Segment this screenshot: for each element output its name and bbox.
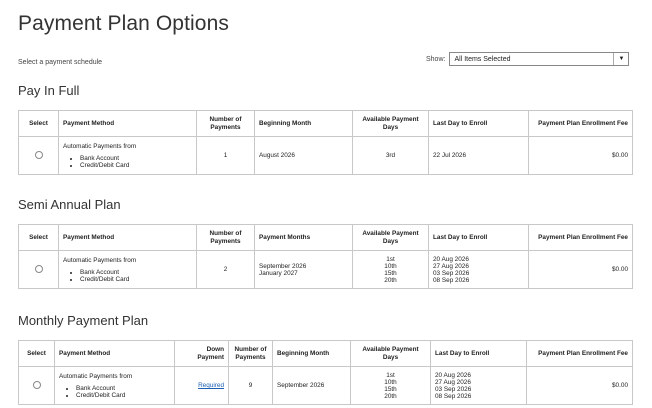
number-of-payments: 9 xyxy=(229,367,273,405)
last-day: 27 Aug 2026 xyxy=(435,378,471,386)
header-number-of-payments: Number of Payments xyxy=(197,111,255,137)
available-day: 20th xyxy=(384,392,397,400)
header-beginning-month: Beginning Month xyxy=(273,341,351,367)
down-payment-cell xyxy=(175,367,229,405)
payment-method-item: • Bank Account xyxy=(80,155,192,162)
available-day: 20th xyxy=(384,276,397,284)
last-day: 27 Aug 2026 xyxy=(433,262,469,270)
down-payment-required-link[interactable]: Required xyxy=(198,382,224,389)
last-day: 20 Aug 2026 xyxy=(435,371,471,379)
show-dropdown[interactable] xyxy=(449,52,629,66)
header-last-day: Last Day to Enroll xyxy=(429,225,529,251)
monthly-table xyxy=(18,340,633,405)
table-row xyxy=(19,367,633,405)
table-row xyxy=(19,137,633,175)
available-day: 3rd xyxy=(385,152,396,159)
header-payment-method: Payment Method xyxy=(59,225,197,251)
show-dropdown-value: All Items Selected xyxy=(454,55,511,63)
show-filter xyxy=(426,52,629,66)
table-row xyxy=(19,251,633,289)
last-day: 20 Aug 2026 xyxy=(433,255,469,263)
payment-month: September 2026 xyxy=(259,262,307,270)
header-payment-months: Payment Months xyxy=(255,225,353,251)
payment-method-heading: Automatic Payments from xyxy=(59,372,133,380)
available-day: 10th xyxy=(384,378,397,386)
number-of-payments: 2 xyxy=(197,251,255,289)
table-header-row xyxy=(19,341,633,367)
payment-method-list xyxy=(63,155,192,169)
header-last-day: Last Day to Enroll xyxy=(429,111,529,137)
beginning-month: August 2026 xyxy=(255,137,353,175)
select-cell xyxy=(19,137,59,175)
select-cell xyxy=(19,251,59,289)
plan-radio-monthly[interactable] xyxy=(33,381,41,389)
header-number-of-payments: Number of Payments xyxy=(197,225,255,251)
select-schedule-label: Select a payment schedule xyxy=(18,59,103,66)
payment-method-item: • Credit/Debit Card xyxy=(80,276,192,283)
number-of-payments: 1 xyxy=(197,137,255,175)
header-number-of-payments: Number of Payments xyxy=(229,341,273,367)
available-days-cell xyxy=(353,137,429,175)
header-down-payment: Down Payment xyxy=(175,341,229,367)
payment-method-heading: Automatic Payments from xyxy=(63,142,137,150)
payment-month: January 2027 xyxy=(259,269,298,277)
available-day: 15th xyxy=(384,385,397,393)
beginning-month: September 2026 xyxy=(273,367,351,405)
payment-months-cell xyxy=(255,251,353,289)
pay-in-full-table xyxy=(18,110,633,175)
payment-method-item: • Credit/Debit Card xyxy=(80,162,192,169)
header-enrollment-fee: Payment Plan Enrollment Fee xyxy=(529,225,633,251)
header-available-days: Available Payment Days xyxy=(353,111,429,137)
show-label: Show: xyxy=(426,55,446,63)
payment-method-list xyxy=(59,385,170,399)
chevron-down-icon[interactable]: ▼ xyxy=(613,53,628,65)
payment-method-item: • Credit/Debit Card xyxy=(76,392,170,399)
header-available-days: Available Payment Days xyxy=(353,225,429,251)
header-enrollment-fee: Payment Plan Enrollment Fee xyxy=(529,111,633,137)
available-day: 1st xyxy=(386,255,395,263)
header-payment-method: Payment Method xyxy=(59,111,197,137)
last-day: 08 Sep 2026 xyxy=(435,392,472,400)
available-day: 10th xyxy=(384,262,397,270)
header-payment-method: Payment Method xyxy=(55,341,175,367)
last-day: 03 Sep 2026 xyxy=(435,385,472,393)
section-title-pay-in-full: Pay In Full xyxy=(18,83,80,98)
available-days-cell xyxy=(351,367,431,405)
available-day: 1st xyxy=(386,371,395,379)
header-enrollment-fee: Payment Plan Enrollment Fee xyxy=(527,341,633,367)
last-day-cell xyxy=(431,367,527,405)
available-day: 15th xyxy=(384,269,397,277)
last-day: 08 Sep 2026 xyxy=(433,276,470,284)
last-day: 03 Sep 2026 xyxy=(433,269,470,277)
payment-method-cell xyxy=(55,367,175,405)
plan-radio-pay-in-full[interactable] xyxy=(35,151,43,159)
plan-radio-semi-annual[interactable] xyxy=(35,265,43,273)
payment-method-list xyxy=(63,269,192,283)
enrollment-fee: $0.00 xyxy=(529,137,633,175)
section-title-semi-annual: Semi Annual Plan xyxy=(18,197,121,212)
page-title: Payment Plan Options xyxy=(18,12,229,35)
table-header-row xyxy=(19,225,633,251)
payment-method-heading: Automatic Payments from xyxy=(63,256,137,264)
header-select: Select xyxy=(19,341,55,367)
enrollment-fee: $0.00 xyxy=(529,251,633,289)
enrollment-fee: $0.00 xyxy=(527,367,633,405)
payment-method-cell xyxy=(59,137,197,175)
header-select: Select xyxy=(19,111,59,137)
last-day: 22 Jul 2026 xyxy=(433,152,467,159)
table-header-row xyxy=(19,111,633,137)
header-available-days: Available Payment Days xyxy=(351,341,431,367)
header-beginning-month: Beginning Month xyxy=(255,111,353,137)
header-select: Select xyxy=(19,225,59,251)
payment-method-item: • Bank Account xyxy=(80,269,192,276)
last-day-cell xyxy=(429,251,529,289)
section-title-monthly: Monthly Payment Plan xyxy=(18,313,149,328)
select-cell xyxy=(19,367,55,405)
available-days-cell xyxy=(353,251,429,289)
semi-annual-table xyxy=(18,224,633,289)
header-last-day: Last Day to Enroll xyxy=(431,341,527,367)
last-day-cell xyxy=(429,137,529,175)
payment-method-cell xyxy=(59,251,197,289)
payment-method-item: • Bank Account xyxy=(76,385,170,392)
